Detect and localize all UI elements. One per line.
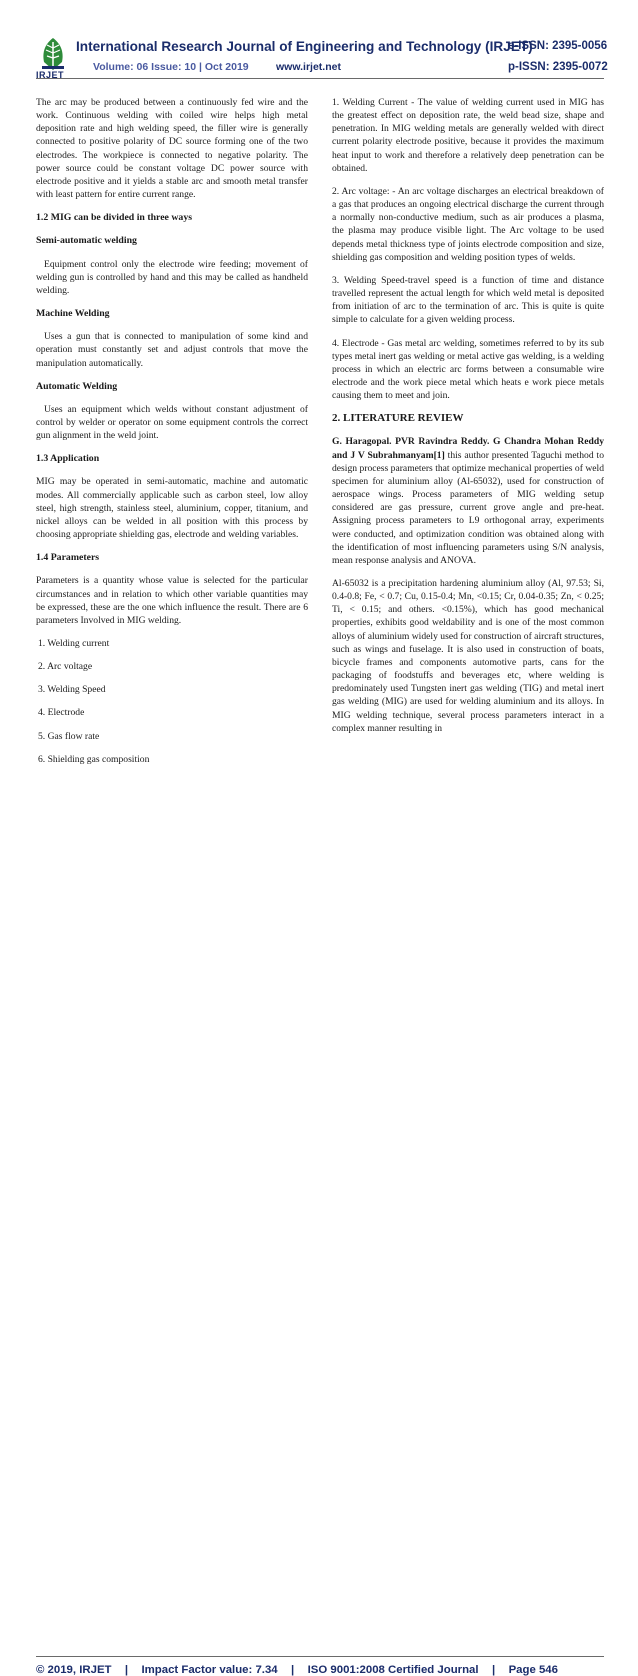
paragraph: 3. Welding Speed-travel speed is a function of time and distance travelled represent the actual length for which weld metal is deposited from initiation of arc to the termination of arc. This is quite is quite simple to calculate for a given welding process. [332,274,604,326]
page-number: Page 546 [508,1664,558,1676]
paragraph: The arc may be produced between a continuously fed wire and the work. Continuous welding with coiled wire helps high metal deposition rate and high welding speed, the filler wire is generally connected to positive polarity of DC source forming one of the two electrodes. The workpiece is connected to negative polarity. The power source could be constant voltage DC power source with electrode positive and it yields a stable arc and smooth metal transfer with least pattern for entire current range. [36,97,308,201]
e-issn: e-ISSN: 2395-0056 [508,40,608,52]
paragraph: MIG may be operated in semi-automatic, machine and automatic modes. All commercially applicable such as carbon steel, low alloy steel, high strength, stainless steel, aluminium, copper, titanium, and nickel alloys can be welded in all position with this process by choosing appropriate shielding gas, electrode and welding variables. [36,476,308,541]
paragraph: Uses an equipment which welds without constant adjustment of control by welder or operator on some equipment controls the correct gun alignment in the weld joint. [36,403,308,442]
journal-title: International Research Journal of Engineering and Technology (IRJET) [76,39,533,54]
section-heading-1-4: 1.4 Parameters [36,552,100,564]
section-heading-1-3: 1.3 Application [36,453,100,465]
footer-text [36,1664,604,1676]
subheading-machine: Machine Welding [36,308,110,320]
footer-divider [36,1656,604,1657]
footer-separator: | [291,1664,295,1676]
paragraph: Uses a gun that is connected to manipulation of some kind and operation must constantly set and adjust controls that move the manipulation automatically. [36,331,308,369]
paragraph: Al-65032 is a precipitation hardening aluminium alloy (Al, 97.53; Si, 0.4-0.8; Fe, < 0.7; Cu, 0.15-0.4; Mn, <0.15; Cr, 0.04-0.35; Zn, < 0.25; Ti, < 0.15; and others. <0.15%), which has good mechanical properties, exhibits good weldability and is one of the most common alloys of aluminium widely used for construction of aircraft structures, such as wings and fuselage. It is also used in construction of boats, bicycle frames and components automotive parts, cans for the packaging of foodstuffs and beverages etc, where welding is predominately used Tungsten inert gas welding (TIG) and metal inert gas welding (MIG) are used for welding aluminium and its alloys. In MIG welding technique, several process parameters interact in a complex manner resulting in [332,578,604,734]
page-footer [0,828,638,1676]
copyright: © 2019, IRJET [36,1664,112,1676]
page-header [0,0,638,84]
footer-separator: | [491,1664,496,1676]
list-item: 1. Welding current [38,638,110,649]
section-heading-1-2: 1.2 MIG can be divided in three ways [36,212,193,224]
right-column [332,96,604,745]
list-item: 6. Shielding gas composition [38,753,150,765]
paragraph: 4. Electrode - Gas metal arc welding, sometimes referred to by its sub types metal inert gas welding or metal active gas welding, is a welding process in which an electric arc forms between a consumable wire electrode and the work piece metal which heats e work piece metals causing them to meet and join. [332,337,604,402]
list-item: 2. Arc voltage [38,661,93,673]
paragraph: 1. Welding Current - The value of welding current used in MIG has the greatest effect on deposition rate, the weld bead size, shape and penetration. In MIG welding metals are generally welded with direct current polarity electrode positive, because it provides the maximum heat input to work and therefore a relatively deep penetration can be obtained. [332,97,604,174]
impact-factor: Impact Factor value: 7.34 [141,1664,278,1676]
list-item: 3. Welding Speed [38,684,106,696]
website-link[interactable]: www.irjet.net [276,61,341,73]
list-item: 4. Electrode [38,707,85,719]
p-issn: p-ISSN: 2395-0072 [508,61,608,73]
left-column [36,96,308,776]
section-heading-literature-review: 2. LITERATURE REVIEW [332,412,464,425]
volume-issue: Volume: 06 Issue: 10 | Oct 2019 [93,61,249,73]
footer-separator: | [124,1664,129,1676]
paragraph [332,435,604,567]
subheading-automatic: Automatic Welding [36,380,118,392]
citation-body: this author presented Taguchi method to design process parameters that optimize mechanical properties of weld specimen for aluminium alloy (Al-65032), used for construction of aerospace wings. Process parameters of MIG welding setup considered are gas pressure, current grove angle and pre-heat. Assigning process parameters to L9 orthogonal array, experiments were conducted, and optimization condition was obtained along with the identification of most influencing parameters using S/N analysis, mean response analysis and ANOVA. [332,449,604,566]
iso-certification: ISO 9001:2008 Certified Journal [307,1664,479,1676]
paragraph: Parameters is a quantity whose value is selected for the particular circumstances and in relation to which other variable quantities may be expressed, these are the one which influence the result. There are 6 parameters Involved in MIG welding. [36,575,308,626]
irjet-logo-icon [36,36,70,74]
logo-text: IRJET [36,70,65,80]
list-item: 5. Gas flow rate [38,730,100,742]
citation-authors: G. Haragopal. PVR Ravindra Reddy. G Chandra Mohan Reddy and J V Subrahmanyam[1] [332,436,604,461]
paragraph: Equipment control only the electrode wire feeding; movement of welding gun is controlled by hand and this may be called as handheld welding. [36,258,308,296]
paragraph: 2. Arc voltage: - An arc voltage discharges an electrical breakdown of a gas that produces an ongoing electrical discharge the current through a normally non-conductive medium, such as air produces a plasma, the plasma may produce visible light. The Arc voltage to be used depends metal thickness type of joints electrode composition and size, shielding gas composition and welding position types of welds. [332,185,604,263]
header-divider [36,78,604,79]
subheading-semi-automatic: Semi-automatic welding [36,235,137,247]
